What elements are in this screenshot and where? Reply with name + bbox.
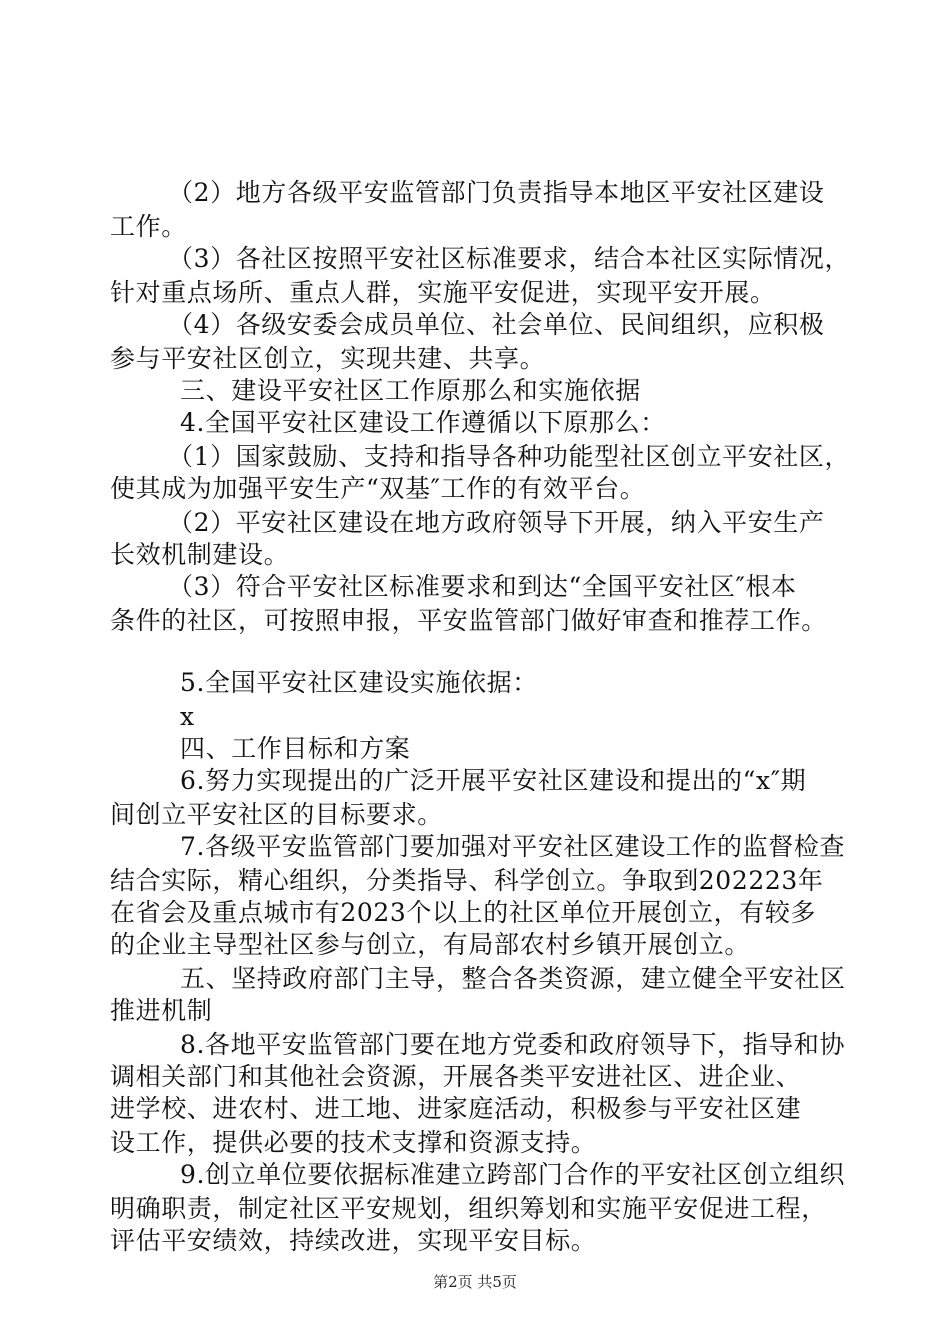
text-line: 设工作，提供必要的技术支撑和资源支持。	[110, 1128, 597, 1157]
text-line: 针对重点场所、重点人群，实施平安促进，实现平安开展。	[110, 278, 776, 307]
text-line: 的企业主导型社区参与创立，有局部农村乡镇开展创立。	[110, 930, 751, 959]
text-line: （3）各社区按照平安社区标准要求，结合本社区实际情况，	[168, 244, 851, 273]
text-line: （2）平安社区建设在地方政府领导下开展，纳入平安生产	[168, 508, 825, 537]
text-line: 间创立平安社区的目标要求。	[110, 800, 443, 829]
text-line: 明确职责，制定社区平安规划，组织筹划和实施平安促进工程，	[110, 1194, 827, 1223]
text-line: 调相关部门和其他社会资源，开展各类平安进社区、进企业、	[110, 1062, 802, 1091]
text-line: （4）各级安委会成员单位、社会单位、民间组织，应积极	[168, 310, 825, 339]
text-line: 结合实际，精心组织，分类指导、科学创立。争取到202223年	[110, 866, 824, 895]
text-line: 7.各级平安监管部门要加强对平安社区建设工作的监督检查	[180, 832, 846, 861]
text-line: 条件的社区，可按照申报，平安监管部门做好审查和推荐工作。	[110, 606, 827, 635]
text-line: 在省会及重点城市有2023个以上的社区单位开展创立，有较多	[110, 898, 817, 927]
text-line: 长效机制建设。	[110, 540, 290, 569]
section-heading: 五、坚持政府部门主导，整合各类资源，建立健全平安社区	[180, 964, 846, 993]
text-line: x	[180, 702, 195, 731]
text-line: 6.努力实现提出的广泛开展平安社区建设和提出的“x″期	[180, 766, 807, 795]
text-line: 参与平安社区创立，实现共建、共享。	[110, 344, 546, 373]
section-heading: 四、工作目标和方案	[180, 734, 411, 763]
text-line: 评估平安绩效，持续改进，实现平安目标。	[110, 1226, 597, 1255]
text-line: 使其成为加强平安生产“双基″工作的有效平台。	[110, 474, 646, 503]
text-line: （2）地方各级平安监管部门负责指导本地区平安社区建设	[168, 178, 825, 207]
text-line: 推进机制	[110, 996, 213, 1025]
text-line: 5.全国平安社区建设实施依据：	[180, 668, 538, 697]
section-heading: 三、建设平安社区工作原那么和实施依据	[180, 376, 641, 405]
text-line: 进学校、进农村、进工地、进家庭活动，积极参与平安社区建	[110, 1094, 802, 1123]
text-line: 8.各地平安监管部门要在地方党委和政府领导下，指导和协	[180, 1030, 846, 1059]
text-line: 工作。	[110, 212, 187, 241]
page-number-footer: 第2页 共5页	[433, 1273, 517, 1291]
text-line: 4.全国平安社区建设工作遵循以下原那么：	[180, 408, 666, 437]
text-line: 9.创立单位要依据标准建立跨部门合作的平安社区创立组织	[180, 1160, 846, 1189]
text-line: （1）国家鼓励、支持和指导各种功能型社区创立平安社区，	[168, 442, 851, 471]
text-line: （3）符合平安社区标准要求和到达“全国平安社区″根本	[168, 572, 797, 601]
